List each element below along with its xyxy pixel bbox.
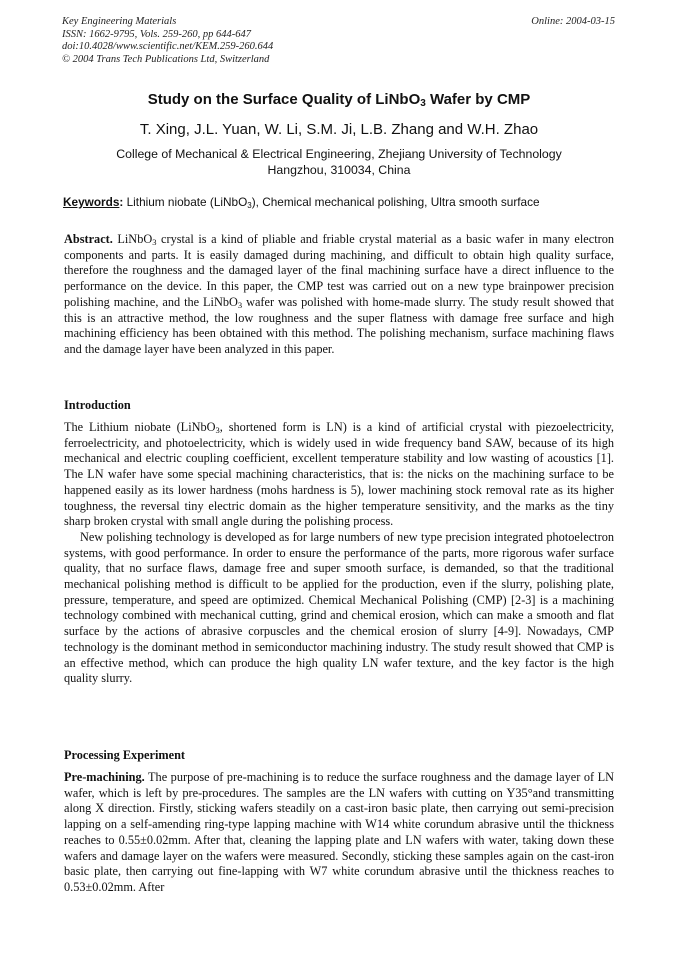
abstract-text-2: crystal is a kind of pliable and friable crystal material as a basic wafer in many electron components and parts. It is easily damaged during machining, and difficult to obtain high quality surface, therefore the roughness and the damaged layer of the final machining surface have a direct influence to the performance on the device. In this paper, the CMP test was carried out on a new type brainpower precision polishing machine, and the LiNbO (64, 232, 615, 309)
introduction-heading: Introduction (64, 398, 131, 412)
abstract-paragraph (64, 232, 614, 358)
title-text-end: Wafer by CMP (425, 91, 531, 108)
abstract-subscript-1: 3 (152, 237, 157, 247)
abstract-text-1: LiNbO (112, 232, 153, 246)
keywords (63, 195, 623, 210)
journal-name: Key Engineering Materials (62, 16, 177, 27)
title-subscript: 3 (420, 98, 426, 109)
journal-header (62, 16, 273, 66)
intro-text-1: The Lithium niobate (LiNbO (64, 420, 216, 434)
pre-machining-label: Pre-machining. (64, 770, 145, 784)
intro-subscript: 3 (215, 425, 220, 435)
keywords-colon: : (119, 195, 124, 209)
pre-machining-paragraph (64, 770, 614, 896)
processing-section (64, 770, 614, 896)
online-date: Online: 2004-03-15 (531, 16, 615, 27)
copyright-line: © 2004 Trans Tech Publications Ltd, Switzerland (62, 53, 270, 65)
abstract-label: Abstract. (64, 232, 113, 246)
keywords-label: Keywords (63, 195, 120, 209)
introduction-paragraph-2: New polishing technology is developed as for large numbers of new type precision integrated photoelectron systems, with good performance. In order to ensure the performance of the parts, more rigorous wafer surface quality, that no surface flaws, damage free and super smooth surface, is demanded, so that the traditional mechanical polishing method is difficult to be applied for the production, even if the slurry, polishing plate, pressure, temperature, and speed are optimized. Chemical Mechanical Polishing (CMP) [2-3] is a machining technology combined with mechanical cutting, grind and chemical erosion, which can make a smooth and flat surface by the actions of abrasive corpuscles and the chemical erosion of slurry [4-9]. Nowadays, CMP technology is the dominant method in semiconductor machining industry. The study result showed that CMP is an effective method, which can produce the high quality LN wafer texture, and the key factor is the high quality slurry. (64, 529, 614, 686)
keywords-subscript: 3 (247, 201, 252, 210)
affiliation-line-2: Hangzhou, 310034, China (267, 163, 411, 177)
introduction-paragraph-1 (64, 420, 614, 530)
abstract-subscript-2: 3 (237, 299, 243, 310)
abstract-text-3: wafer was polished with home-made slurry. The study result showed that this is an attractive method, the low roughness and the super flatness with damage free surface and high machining efficiency has been obtained with this method. The polishing mechanism, surface machining flaws and the damage layer have been analyzed in this paper. (64, 294, 615, 356)
affiliation (0, 146, 678, 178)
processing-heading: Processing Experiment (64, 748, 186, 762)
paper-title (0, 91, 678, 109)
keywords-text-end: ), Chemical mechanical polishing, Ultra smooth surface (251, 195, 540, 209)
pre-machining-text: The purpose of pre-machining is to reduce the surface roughness and the damage layer of LN wafer, which is left by pre-procedures. The samples are the LN wafers with cutting on Y35°and transmitting along X direction. Firstly, sticking wafers steadily on a cast-iron basic plate, then carrying out semi-precision lapping on a self-amending ring-type lapping machine with W14 white corundum abrasive until the thickness reaches to 0.55±0.02mm. After that, cleaning the lapping plate and LN wafers with water, taking down these wafers and damage layer on the wafers were measured. Secondly, sticking these samples again on the cast-iron basic plate, then carrying out fine-lapping with W7 white corundum abrasive until the thickness reaches to 0.53±0.02mm. After (64, 770, 614, 894)
intro-text-2: , shortened form is LN) is a kind of artificial crystal with piezoelectricity, ferroelectricity, and photoelectricity, which is widely used in wide frequency band SAW, because of its high mechanical and electric coupling coefficient, excellent temperature stability and low wasting of acoustics [1]. The LN wafer have some special machining characteristics, that is: the nicks on the machining surface to be happened easily as its lower hardness (mohs hardness is 5), lower machining stock removal rate as its higher toughness, the reversal tiny electric domain as the higher temperature sensitivity, and the marks as the tiny sharp broken crystal with small angle during the polishing process. (64, 420, 614, 529)
issn-line: ISSN: 1662-9795, Vols. 259-260, pp 644-647 (62, 28, 251, 40)
introduction-section (64, 420, 614, 687)
keywords-text: Lithium niobate (LiNbO (123, 195, 248, 209)
affiliation-line-1: College of Mechanical & Electrical Engineering, Zhejiang University of Technology (116, 147, 562, 161)
author-list: T. Xing, J.L. Yuan, W. Li, S.M. Ji, L.B. Zhang and W.H. Zhao (139, 121, 539, 138)
title-text: Study on the Surface Quality of LiNbO (147, 91, 421, 108)
doi-link[interactable]: doi:10.4028/www.scientific.net/KEM.259-260.644 (62, 41, 274, 52)
